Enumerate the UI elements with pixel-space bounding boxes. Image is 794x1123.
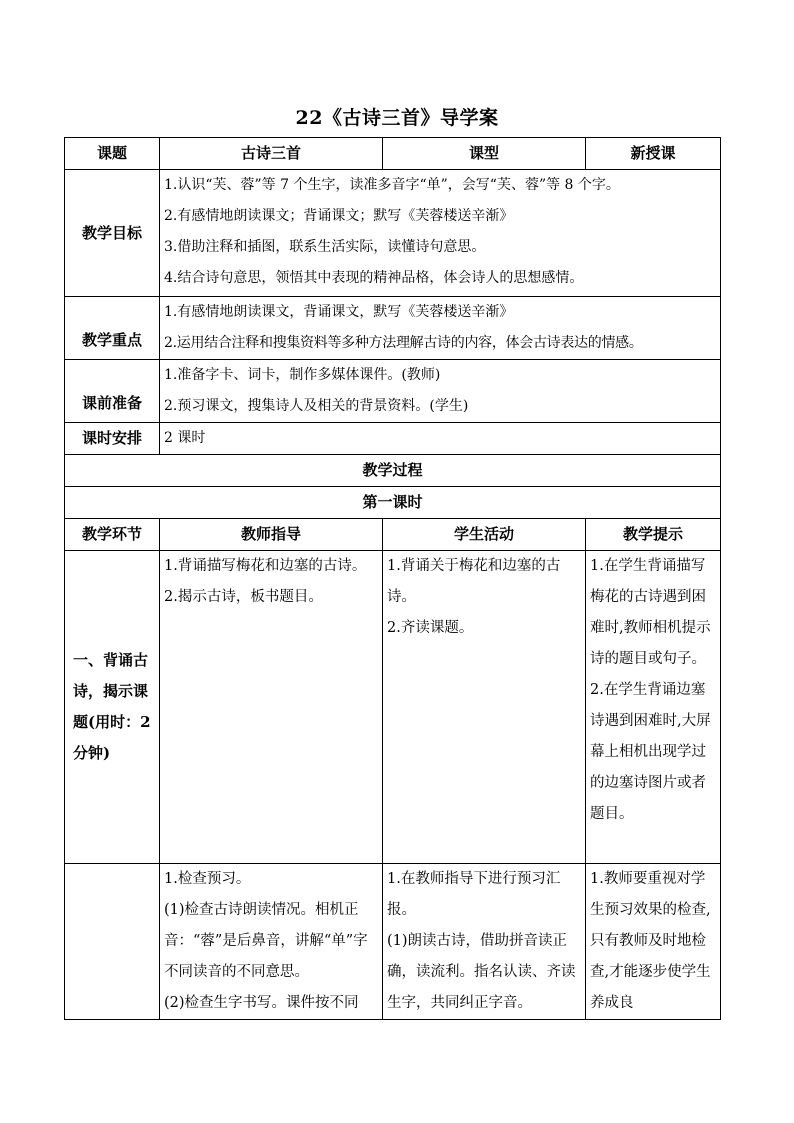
teacher-item: (2)检查生字书写。课件按不同 xyxy=(164,995,359,1011)
tips-item: 1.教师要重视对学生预习效果的检查,只有教师及时地检查,才能逐步使学生养成良 xyxy=(590,871,711,1011)
process-row xyxy=(65,455,721,487)
student-item: 1.背诵关于梅花和边塞的古诗。 xyxy=(387,558,561,605)
lesson-plan-table xyxy=(64,137,721,1020)
goal-item: 1.认识“芙、蓉”等 7 个生字，读准多音字“单”，会写“芙、蓉”等 8 个字。 xyxy=(164,177,620,193)
prep-item: 2.预习课文，搜集诗人及相关的背景资料。(学生) xyxy=(164,398,469,414)
course-value: 古诗三首 xyxy=(160,138,383,170)
prep-item: 1.准备字卡、词卡，制作多媒体课件。(教师) xyxy=(164,367,441,383)
type-label: 课型 xyxy=(383,138,586,170)
student-item: (1)朗读古诗，借助拼音读正确，读流利。指名认读、齐读生字，共同纠正字音。 xyxy=(387,933,576,1011)
teacher-item: 1.背诵描写梅花和边塞的古诗。 xyxy=(164,558,367,574)
goals-label: 教学目标 xyxy=(65,170,160,297)
tips-item: 1.在学生背诵描写梅花的古诗遇到困难时,教师相机提示诗的题目或句子。 xyxy=(590,558,711,667)
process-row-1 xyxy=(65,551,721,864)
teacher-item: (1)检查古诗朗读情况。相机正音：“蓉”是后鼻音，讲解“单”字不同读音的不同意思。 xyxy=(164,902,368,980)
lesson-row xyxy=(65,487,721,519)
course-label: 课题 xyxy=(65,138,160,170)
key-points-row xyxy=(65,297,721,360)
column-header-teacher: 教师指导 xyxy=(160,519,383,551)
stage-cell xyxy=(65,864,160,1020)
prep-row xyxy=(65,360,721,423)
tips-cell xyxy=(586,864,721,1020)
student-item: 2.齐读课题。 xyxy=(387,620,474,636)
teacher-item: 2.揭示古诗，板书题目。 xyxy=(164,589,323,605)
goals-content xyxy=(160,170,721,297)
goal-item: 4.结合诗句意思，领悟其中表现的精神品格，体会诗人的思想感情。 xyxy=(164,270,584,286)
process-row-2 xyxy=(65,864,721,1020)
key-point-item: 2.运用结合注释和搜集资料等多种方法理解古诗的内容，体会古诗表达的情感。 xyxy=(164,335,643,351)
column-header-row xyxy=(65,519,721,551)
key-points-content xyxy=(160,297,721,360)
header-row xyxy=(65,138,721,170)
prep-content xyxy=(160,360,721,423)
key-point-item: 1.有感情地朗读课文，背诵课文，默写《芙蓉楼送辛渐》 xyxy=(164,304,514,320)
prep-label: 课前准备 xyxy=(65,360,160,423)
column-header-student: 学生活动 xyxy=(383,519,586,551)
process-title: 教学过程 xyxy=(65,455,721,487)
schedule-label: 课时安排 xyxy=(65,423,160,455)
student-cell xyxy=(383,864,586,1020)
schedule-row xyxy=(65,423,721,455)
teacher-item: 1.检查预习。 xyxy=(164,871,251,887)
column-header-tips: 教学提示 xyxy=(586,519,721,551)
tips-item: 2.在学生背诵边塞诗遇到困难时,大屏幕上相机出现学过的边塞诗图片或者题目。 xyxy=(590,682,711,822)
goals-row xyxy=(65,170,721,297)
student-item: 1.在教师指导下进行预习汇报。 xyxy=(387,871,561,918)
teacher-cell xyxy=(160,551,383,864)
stage-cell: 一、背诵古诗，揭示课题(用时：2分钟) xyxy=(65,551,160,864)
key-points-label: 教学重点 xyxy=(65,297,160,360)
schedule-value: 2 课时 xyxy=(160,423,721,455)
goal-item: 2.有感情地朗读课文；背诵课文；默写《芙蓉楼送辛渐》 xyxy=(164,208,514,224)
type-value: 新授课 xyxy=(586,138,721,170)
lesson-title: 第一课时 xyxy=(65,487,721,519)
column-header-stage: 教学环节 xyxy=(65,519,160,551)
tips-cell xyxy=(586,551,721,864)
page-title: 22《古诗三首》导学案 xyxy=(295,107,499,129)
teacher-cell xyxy=(160,864,383,1020)
student-cell xyxy=(383,551,586,864)
goal-item: 3.借助注释和插图，联系生活实际，读懂诗句意思。 xyxy=(164,239,486,255)
